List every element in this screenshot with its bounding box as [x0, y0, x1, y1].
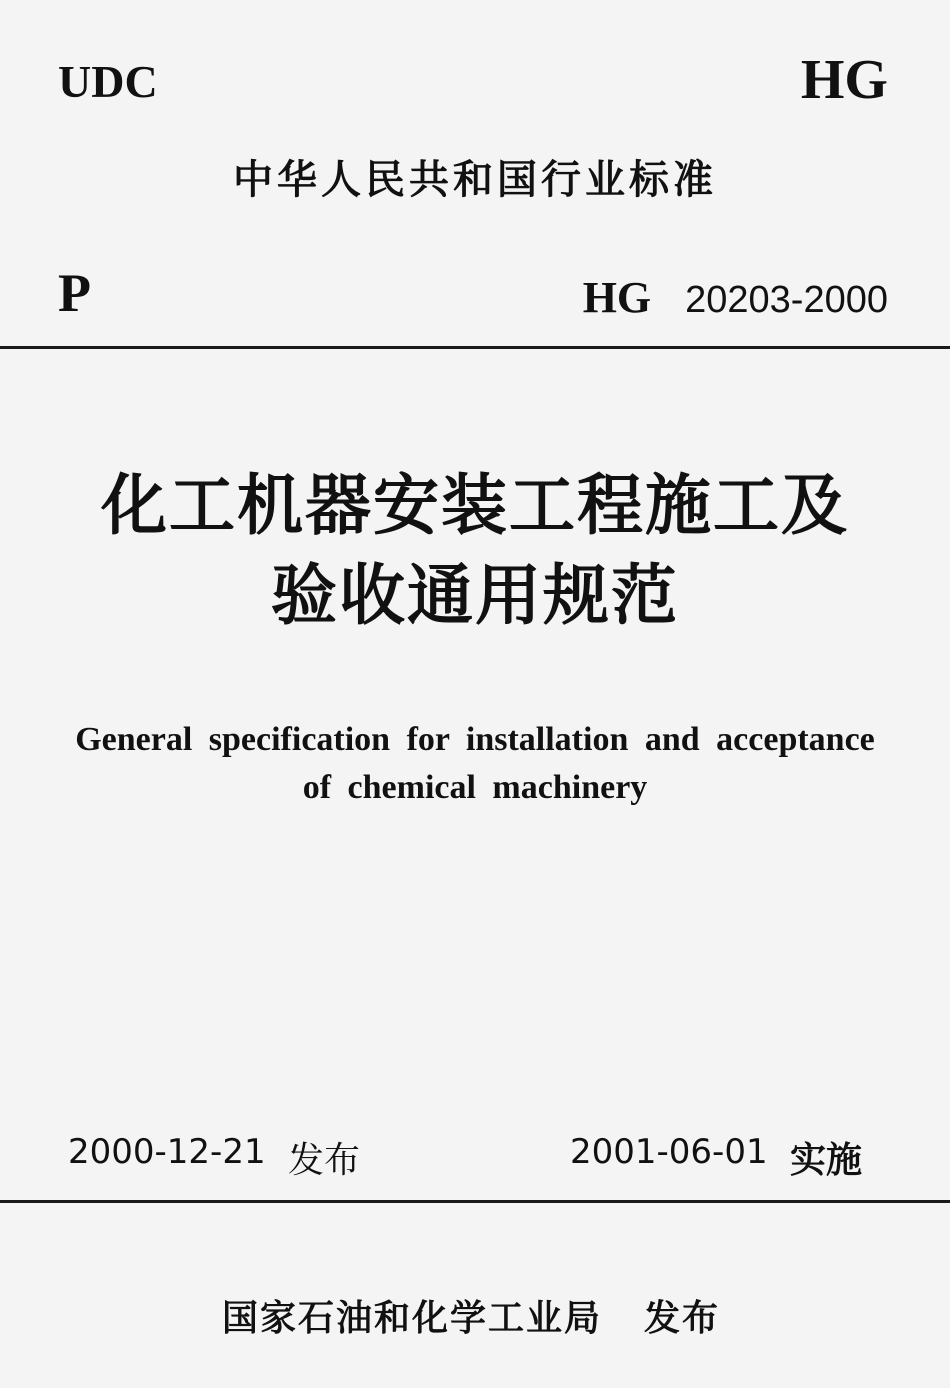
issue-label: 发布 [288, 1140, 361, 1181]
industry-standard-heading: 中华人民共和国行业标准 [233, 157, 717, 203]
udc-label: UDC [58, 56, 158, 107]
issue-date: 2000-12-21 [68, 1132, 266, 1172]
standard-number-value: 20203-2000 [685, 279, 888, 321]
english-title [0, 716, 950, 812]
classification-code: P [58, 263, 91, 323]
chinese-title [0, 462, 950, 642]
implementation-date: 2001-06-01 [570, 1132, 768, 1172]
publisher-name: 国家石油和化学工业局 [222, 1298, 603, 1339]
bottom-divider [0, 1200, 950, 1203]
publish-label: 发布 [644, 1298, 721, 1339]
top-divider [0, 346, 950, 349]
chinese-title-line-2: 验收通用规范 [271, 560, 679, 633]
chinese-title-line-1: 化工机器安装工程施工及 [101, 470, 849, 543]
standard-code: HG [582, 273, 652, 322]
standard-number [583, 272, 888, 323]
english-title-line-2: of chemical machinery [302, 769, 648, 806]
implementation-label: 实施 [790, 1140, 863, 1181]
english-title-line-1: General specification for installation and acceptance [75, 721, 875, 758]
publisher-line [222, 1290, 720, 1341]
category-code: HG [800, 49, 888, 111]
